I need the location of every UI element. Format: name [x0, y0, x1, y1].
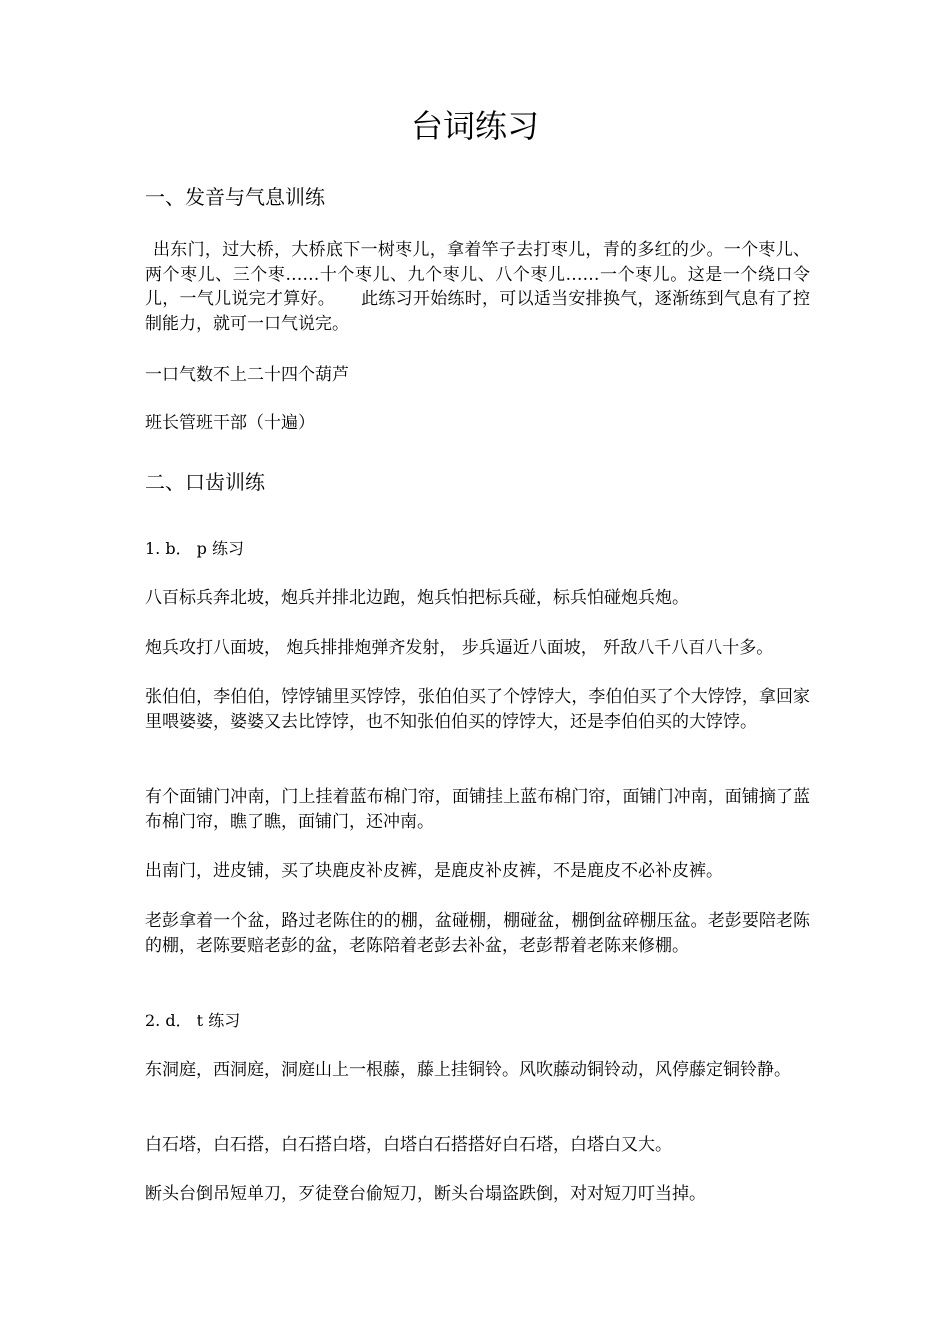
bp-paragraph-5: 出南门，进皮铺，买了块鹿皮补皮裤，是鹿皮补皮裤，不是鹿皮不必补皮裤。	[145, 861, 723, 881]
bp-paragraph-6: 老彭拿着一个盆，路过老陈住的的棚，盆碰棚，棚碰盆，棚倒盆碎棚压盆。老彭要陪老陈的棚，老陈要赔老彭的盆，老陈陪着老彭去补盆，老彭帮着老陈来修棚。	[145, 911, 810, 956]
practice-line-gourds: 一口气数不上二十四个葫芦	[145, 365, 349, 385]
bp-paragraph-2: 炮兵攻打八面坡， 炮兵排排炮弹齐发射， 步兵逼近八面坡， 歼敌八千八百八十多。	[145, 638, 774, 658]
bp-paragraph-3: 张伯伯，李伯伯，饽饽铺里买饽饽，张伯伯买了个饽饽大，李伯伯买了个大饽饽，拿回家里喂婆婆，婆婆又去比饽饽，也不知张伯伯买的饽饽大，还是李伯伯买的大饽饽。	[145, 687, 810, 732]
tongue-twister-paragraph: 出东门，过大桥，大桥底下一树枣儿，拿着竿子去打枣儿，青的多红的少。一个枣儿、两个枣儿、三个枣……十个枣儿、九个枣儿、八个枣儿……一个枣儿。这是一个绕口令儿，一气儿说完才算好。 此练习开始练时，可以适当安排换气，逐渐练到气息有了控制能力，就可一口气说完。	[145, 240, 810, 334]
bp-paragraph-1: 八百标兵奔北坡，炮兵并排北边跑，炮兵怕把标兵碰，标兵怕碰炮兵炮。	[145, 588, 689, 608]
section-heading-breath: 一、发音与气息训练	[145, 185, 325, 209]
dt-paragraph-1: 东洞庭，西洞庭，洞庭山上一根藤，藤上挂铜铃。风吹藤动铜铃动，风停藤定铜铃静。	[145, 1060, 791, 1080]
subsection-label-bp: 1. b． p 练习	[145, 539, 245, 558]
bp-paragraph-4: 有个面铺门冲南，门上挂着蓝布棉门帘，面铺挂上蓝布棉门帘，面铺门冲南，面铺摘了蓝布棉门帘，瞧了瞧，面铺门，还冲南。	[145, 787, 810, 832]
section-heading-articulation: 二、口齿训练	[145, 470, 265, 494]
document-title: 台词练习	[410, 107, 539, 145]
practice-line-monitor: 班长管班干部（十遍）	[145, 413, 315, 433]
dt-paragraph-3: 断头台倒吊短单刀，歹徒登台偷短刀，断头台塌盗跌倒，对对短刀叮当掉。	[145, 1184, 706, 1204]
dt-paragraph-2: 白石塔，白石搭，白石搭白塔，白塔白石搭搭好白石塔，白塔白又大。	[145, 1135, 672, 1155]
subsection-label-dt: 2. d． t 练习	[145, 1011, 241, 1030]
